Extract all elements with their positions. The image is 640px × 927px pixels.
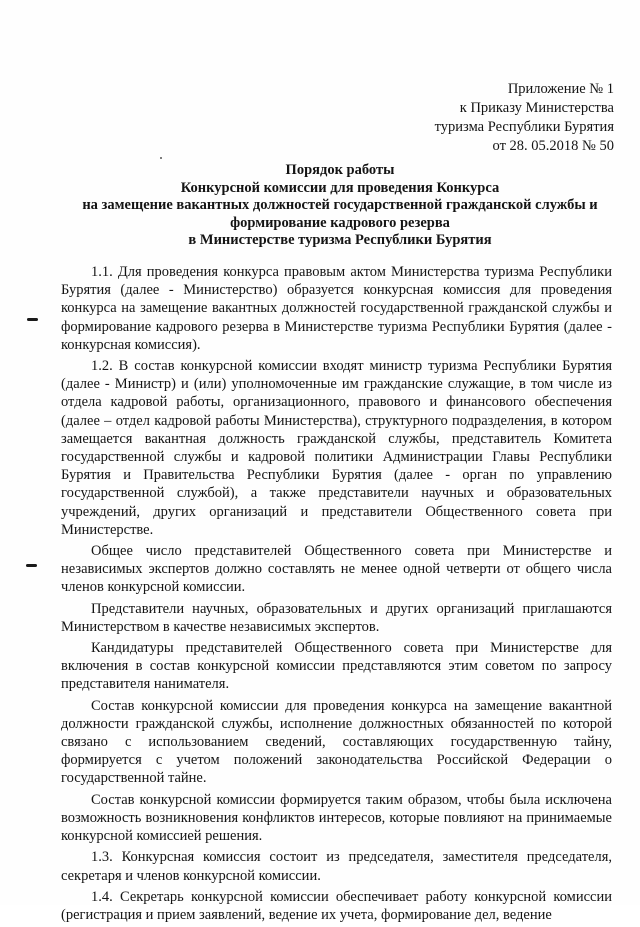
title-line-3: на замещение вакантных должностей государственной гражданской службы и	[82, 197, 598, 213]
document-body	[61, 263, 612, 927]
margin-mark	[26, 564, 37, 567]
appendix-order-ref: к Приказу Министерства	[459, 100, 614, 116]
paragraph-1-1: 1.1. Для проведения конкурса правовым актом Министерства туризма Республики Бурятия (далее - Министерство) образуется конкурсная комиссия для проведения конкурса на замещение вакантных должностей государственной гражданской службы и формирование кадрового резерва в Министерстве туризма Республики Бурятия (далее - конкурсная комиссия).	[61, 264, 612, 353]
title-line-4: формирование кадрового резерва	[230, 214, 450, 231]
margin-mark	[27, 318, 38, 321]
document-title	[40, 162, 640, 250]
paragraph-independent-experts: Представители научных, образовательных и других организаций приглашаются Министерством в качестве независимых экспертов.	[61, 600, 612, 635]
appendix-number: Приложение № 1	[507, 81, 614, 97]
paragraph-public-council-share: Общее число представителей Общественного совета при Министерстве и независимых экспертов должно составлять не менее одной четверти от общего числа членов конкурсной комиссии.	[61, 543, 612, 596]
title-line-1: Порядок работы	[285, 162, 395, 178]
paragraph-1-2: 1.2. В состав конкурсной комиссии входят министр туризма Республики Бурятия (далее - Министр) и (или) уполномоченные им гражданские служащие, в том числе из отдела кадровой работы, организационного, правового и финансового обеспечения (далее – отдел кадровой работы Министерства), структурного подразделения, в котором замещается вакантная должность гражданской службы, представитель Комитета государственной службы и кадровой политики Администрации Главы Республики Бурятия и Правительства Республики Бурятия (далее - орган по управлению государственной службой), а также представители научных и образовательных учреждений, других организаций и представители Общественного совета при Министерстве.	[61, 358, 612, 538]
appendix-header	[314, 80, 614, 156]
paragraph-council-candidates: Кандидатуры представителей Общественного совета при Министерстве для включения в состав конкурсной комиссии представляются этим советом по запросу представителя нанимателя.	[61, 640, 612, 693]
title-line-5: в Министерстве туризма Республики Бурятия	[188, 232, 492, 248]
appendix-date: от 28. 05.2018 № 50	[492, 138, 614, 154]
paragraph-1-4: 1.4. Секретарь конкурсной комиссии обеспечивает работу конкурсной комиссии (регистрация и прием заявлений, ведение их учета, формирование дел, ведение	[61, 888, 612, 923]
appendix-ministry: туризма Республики Бурятия	[434, 119, 614, 135]
title-line-2: Конкурсной комиссии для проведения Конкурса	[180, 179, 500, 196]
paragraph-state-secret: Состав конкурсной комиссии для проведения конкурса на замещение вакантной должности гражданской службы, исполнение должностных обязанностей по которой связано с использованием сведений, составляющих государственную тайну, формируется с учетом положений законодательства Российской Федерации о государственной тайне.	[61, 697, 612, 787]
paragraph-conflict-of-interest: Состав конкурсной комиссии формируется таким образом, чтобы была исключена возможность возникновения конфликтов интересов, которые повлияют на принимаемые конкурсной комиссией решения.	[61, 791, 612, 845]
paragraph-1-3: 1.3. Конкурсная комиссия состоит из председателя, заместителя председателя, секретаря и членов конкурсной комиссии.	[61, 849, 612, 884]
scan-speck	[160, 157, 162, 159]
